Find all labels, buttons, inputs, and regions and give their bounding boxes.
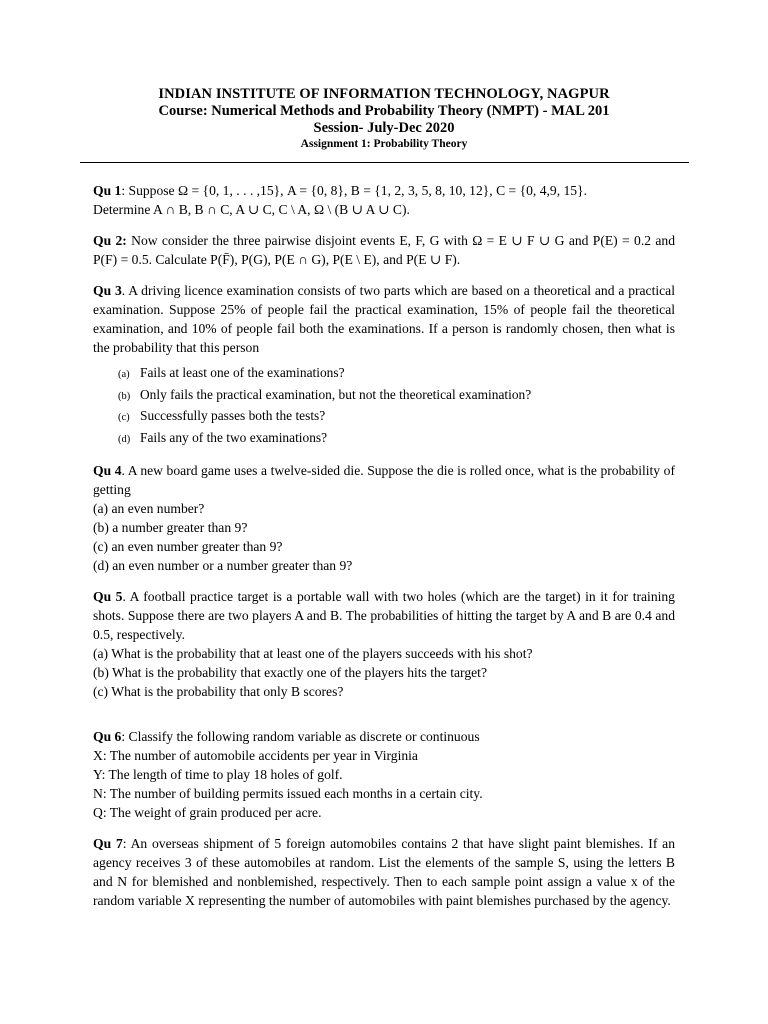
list-item: N: The number of building permits issued each months in a certain city. (93, 786, 483, 801)
list-item: (d) an even number or a number greater than 9? (93, 558, 353, 573)
question-6-text: : Classify the following random variable as discrete or continuous (121, 729, 480, 744)
option-text: Fails at least one of the examinations? (140, 365, 345, 380)
option-text: Only fails the practical examination, but not the theoretical examination? (140, 386, 532, 402)
document-header (0, 86, 768, 152)
question-6-label: Qu 6 (93, 729, 122, 744)
spacer (93, 219, 675, 231)
option-marker: (a) (118, 369, 130, 380)
question-7 (93, 834, 675, 910)
question-4-text: . A new board game uses a twelve-sided die. Suppose the die is rolled once, what is the probability of getting (93, 463, 675, 497)
list-item (118, 428, 675, 450)
institute-title: INDIAN INSTITUTE OF INFORMATION TECHNOLOGY, NAGPUR (158, 86, 610, 102)
list-item (118, 363, 675, 385)
question-7-label: Qu 7 (93, 836, 123, 851)
question-3 (93, 281, 675, 357)
option-text: Fails any of the two examinations? (140, 429, 328, 445)
list-item: (a) an even number? (93, 501, 205, 516)
spacer (93, 449, 675, 461)
question-3-options (93, 363, 675, 449)
question-1-text: : Suppose Ω = {0, 1, . . . ,15}, A = {0, 8}, B = {1, 2, 3, 5, 8, 10, 12}, C = {0, 4,9, 15}. (121, 183, 588, 198)
question-4-label: Qu 4 (93, 463, 122, 478)
spacer (93, 701, 675, 727)
question-2 (93, 231, 675, 269)
session-title: Session- July-Dec 2020 (313, 120, 455, 136)
list-item: (c) What is the probability that only B scores? (93, 684, 344, 699)
spacer (93, 822, 675, 834)
list-item (118, 406, 675, 428)
question-5-text: . A football practice target is a portable wall with two holes (which are the target) in it for training shots. Suppose there are two players A and B. The probabilities of hitting the target by A and B are 0.4 and 0.5, respectively. (93, 589, 675, 642)
course-title: Course: Numerical Methods and Probability Theory (NMPT) - MAL 201 (158, 103, 610, 119)
option-marker: (b) (118, 390, 131, 402)
question-4 (93, 461, 675, 499)
spacer (93, 269, 675, 281)
list-item: Q: The weight of grain produced per acre. (93, 805, 322, 820)
list-item: X: The number of automobile accidents per year in Virginia (93, 748, 418, 763)
question-1 (93, 181, 675, 219)
list-item: (c) an even number greater than 9? (93, 539, 283, 554)
question-3-label: Qu 3 (93, 283, 122, 298)
question-7-text: : An overseas shipment of 5 foreign automobiles contains 2 that have slight paint blemishes. If an agency receives 3 of these automobiles at random. List the elements of the sample S, using the letters B and N for blemished and nonblemished, respectively. Then to each sample point assign a value x of the random variable X representing the number of automobiles with paint blemishes purchased by the agency. (93, 836, 675, 908)
list-item: (b) a number greater than 9? (93, 520, 248, 535)
list-item (118, 385, 675, 407)
question-1-line-2: Determine A ∩ B, B ∩ C, A ∪ C, C \ A, Ω \ (B ∪ A ∪ C). (93, 202, 410, 217)
question-3-text: . A driving licence examination consists of two parts which are based on a theoretical and a practical examination. Suppose 25% of people fail the practical examination, 15% of people fail the theoretical examination, and 10% of people fail both the examinations. If a person is randomly chosen, then what is the probability that this person (93, 283, 675, 355)
option-marker: (d) (118, 433, 131, 445)
question-2-text: Now consider the three pairwise disjoint events E, F, G with Ω = E ∪ F ∪ G and P(E) = 0.2 and P(F) = 0.5. Calculate P(F̄), P(G), P(E ∩ G), P(E \ E), and P(E ∪ F). (93, 233, 675, 267)
option-text: Successfully passes both the tests? (140, 408, 326, 423)
question-5 (93, 587, 675, 644)
list-item: Y: The length of time to play 18 holes of golf. (93, 767, 343, 782)
list-item: (a) What is the probability that at least one of the players succeeds with his shot? (93, 646, 533, 661)
list-item: (b) What is the probability that exactly one of the players hits the target? (93, 665, 487, 680)
question-1-label: Qu 1 (93, 183, 122, 198)
question-2-label: Qu 2: (93, 233, 127, 248)
header-divider (80, 162, 689, 163)
questions (93, 181, 675, 910)
spacer (93, 575, 675, 587)
assignment-title: Assignment 1: Probability Theory (300, 138, 468, 150)
question-6 (93, 727, 675, 746)
question-5-label: Qu 5 (93, 589, 123, 604)
option-marker: (c) (118, 412, 130, 423)
question-1-line-1 (93, 181, 675, 200)
